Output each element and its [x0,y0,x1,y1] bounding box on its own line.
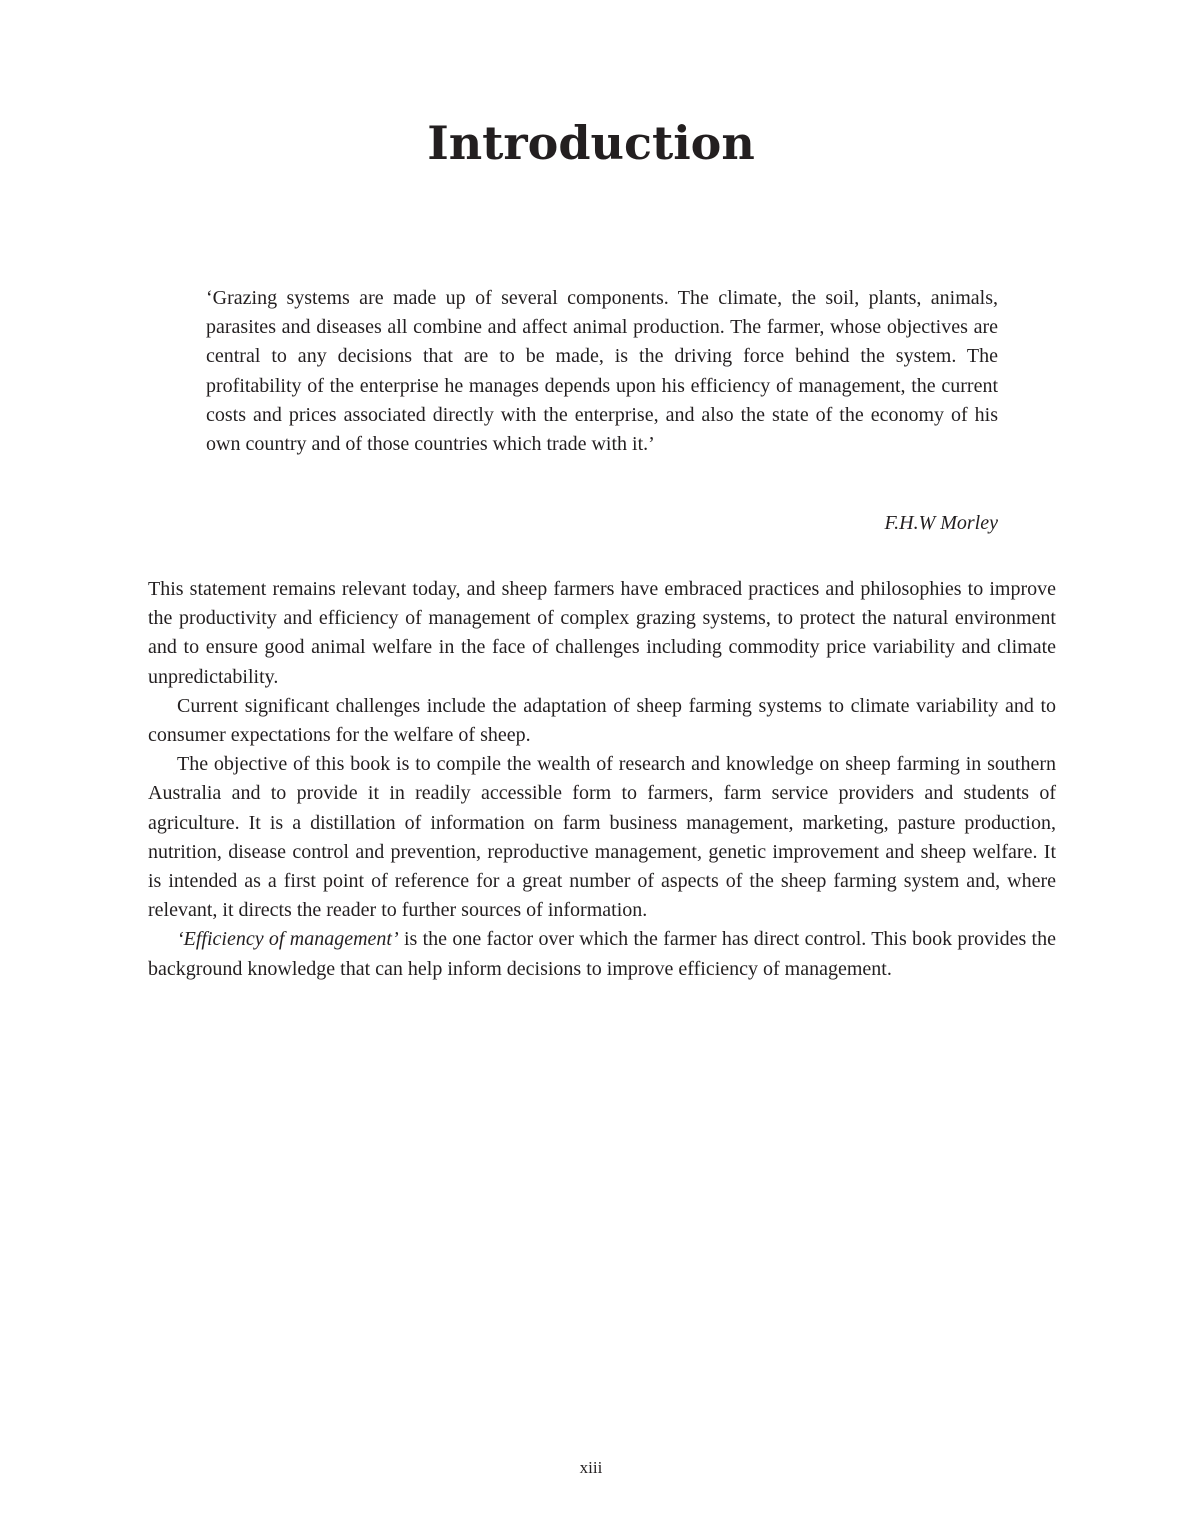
paragraph-4-text: is the one factor over which the farmer has direct control. This book provides the background knowledge that can help inform decisions to improve efficiency of management. [148,928,1056,980]
paragraph-1: This statement remains relevant today, and sheep farmers have embraced practices and philosophies to improve the productivity and efficiency of management of complex grazing systems, to protect the natural environment and to ensure good animal welfare in the face of challenges including commodity price variability and climate unpredictability. [148,578,1056,688]
epigraph-attribution: F.H.W Morley [884,512,998,534]
epigraph-quote: ‘Grazing systems are made up of several components. The climate, the soil, plants, animals, parasites and diseases all combine and affect animal production. The farmer, whose objectives are central to any decisions that are to be made, is the driving force behind the system. The profitability of the enterprise he manages depends upon his efficiency of management, the current costs and prices associated directly with the enterprise, and also the state of the economy of his own country and of those countries which trade with it.’ [206,287,998,456]
paragraph-4 [148,925,1056,983]
page-title: Introduction [427,116,755,170]
paragraph-2: Current significant challenges include the adaptation of sheep farming systems to climate variability and to consumer expectations for the welfare of sheep. [148,694,1056,747]
page-number: xiii [579,1458,603,1477]
paragraph-3: The objective of this book is to compile the wealth of research and knowledge on sheep farming in southern Australia and to provide it in readily accessible form to farmers, farm service providers and students of agriculture. It is a distillation of information on farm business management, marketing, pasture production, nutrition, disease control and prevention, reproductive management, genetic improvement and sheep welfare. It is intended as a first point of reference for a great number of aspects of the sheep farming system and, where relevant, it directs the reader to further sources of information. [148,753,1056,922]
body-text [148,575,1056,984]
paragraph-4-emphasis: ‘Efficiency of management’ [177,928,399,951]
